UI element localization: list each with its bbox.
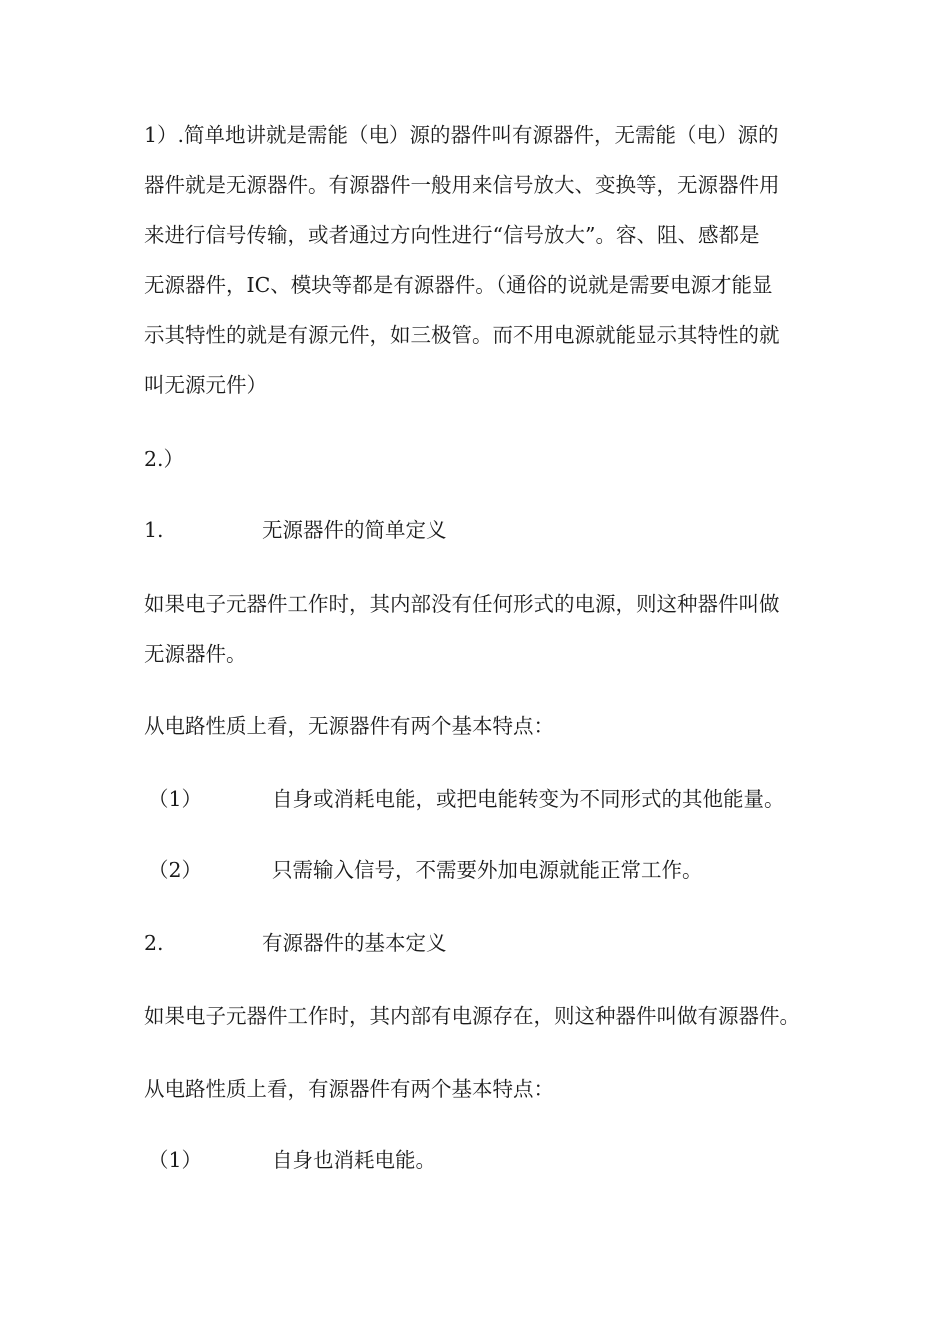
definition-line: 无源器件。	[144, 642, 247, 666]
feature-text: 自身或消耗电能，或把电能转变为不同形式的其他能量。	[272, 787, 785, 811]
paragraph-line: 1）.简单地讲就是需能（电）源的器件叫有源器件，无需能（电）源的	[144, 123, 779, 147]
features-intro: 从电路性质上看，无源器件有两个基本特点：	[144, 714, 554, 738]
heading-number: 1.	[144, 518, 164, 542]
definition-line: 如果电子元器件工作时，其内部有电源存在，则这种器件叫做有源器件。	[144, 1004, 800, 1028]
paragraph-line: 无源器件，IC、模块等都是有源器件。（通俗的说就是需要电源才能显	[144, 273, 773, 297]
feature-number: （2）	[148, 858, 203, 882]
heading-text: 无源器件的简单定义	[262, 518, 447, 542]
heading-text: 有源器件的基本定义	[262, 931, 447, 955]
features-intro: 从电路性质上看，有源器件有两个基本特点：	[144, 1077, 554, 1101]
section-label: 2.）	[144, 447, 185, 471]
feature-text: 自身也消耗电能。	[272, 1148, 436, 1172]
paragraph-line: 示其特性的就是有源元件，如三极管。而不用电源就能显示其特性的就	[144, 323, 780, 347]
feature-text: 只需输入信号，不需要外加电源就能正常工作。	[272, 858, 703, 882]
definition-line: 如果电子元器件工作时，其内部没有任何形式的电源，则这种器件叫做	[144, 592, 780, 616]
feature-number: （1）	[148, 787, 203, 811]
feature-number: （1）	[148, 1148, 203, 1172]
paragraph-line: 来进行信号传输，或者通过方向性进行“信号放大”。容、阻、感都是	[144, 223, 760, 247]
heading-number: 2.	[144, 931, 164, 955]
paragraph-line: 叫无源元件）	[144, 373, 267, 397]
paragraph-line: 器件就是无源器件。有源器件一般用来信号放大、变换等，无源器件用	[144, 173, 780, 197]
